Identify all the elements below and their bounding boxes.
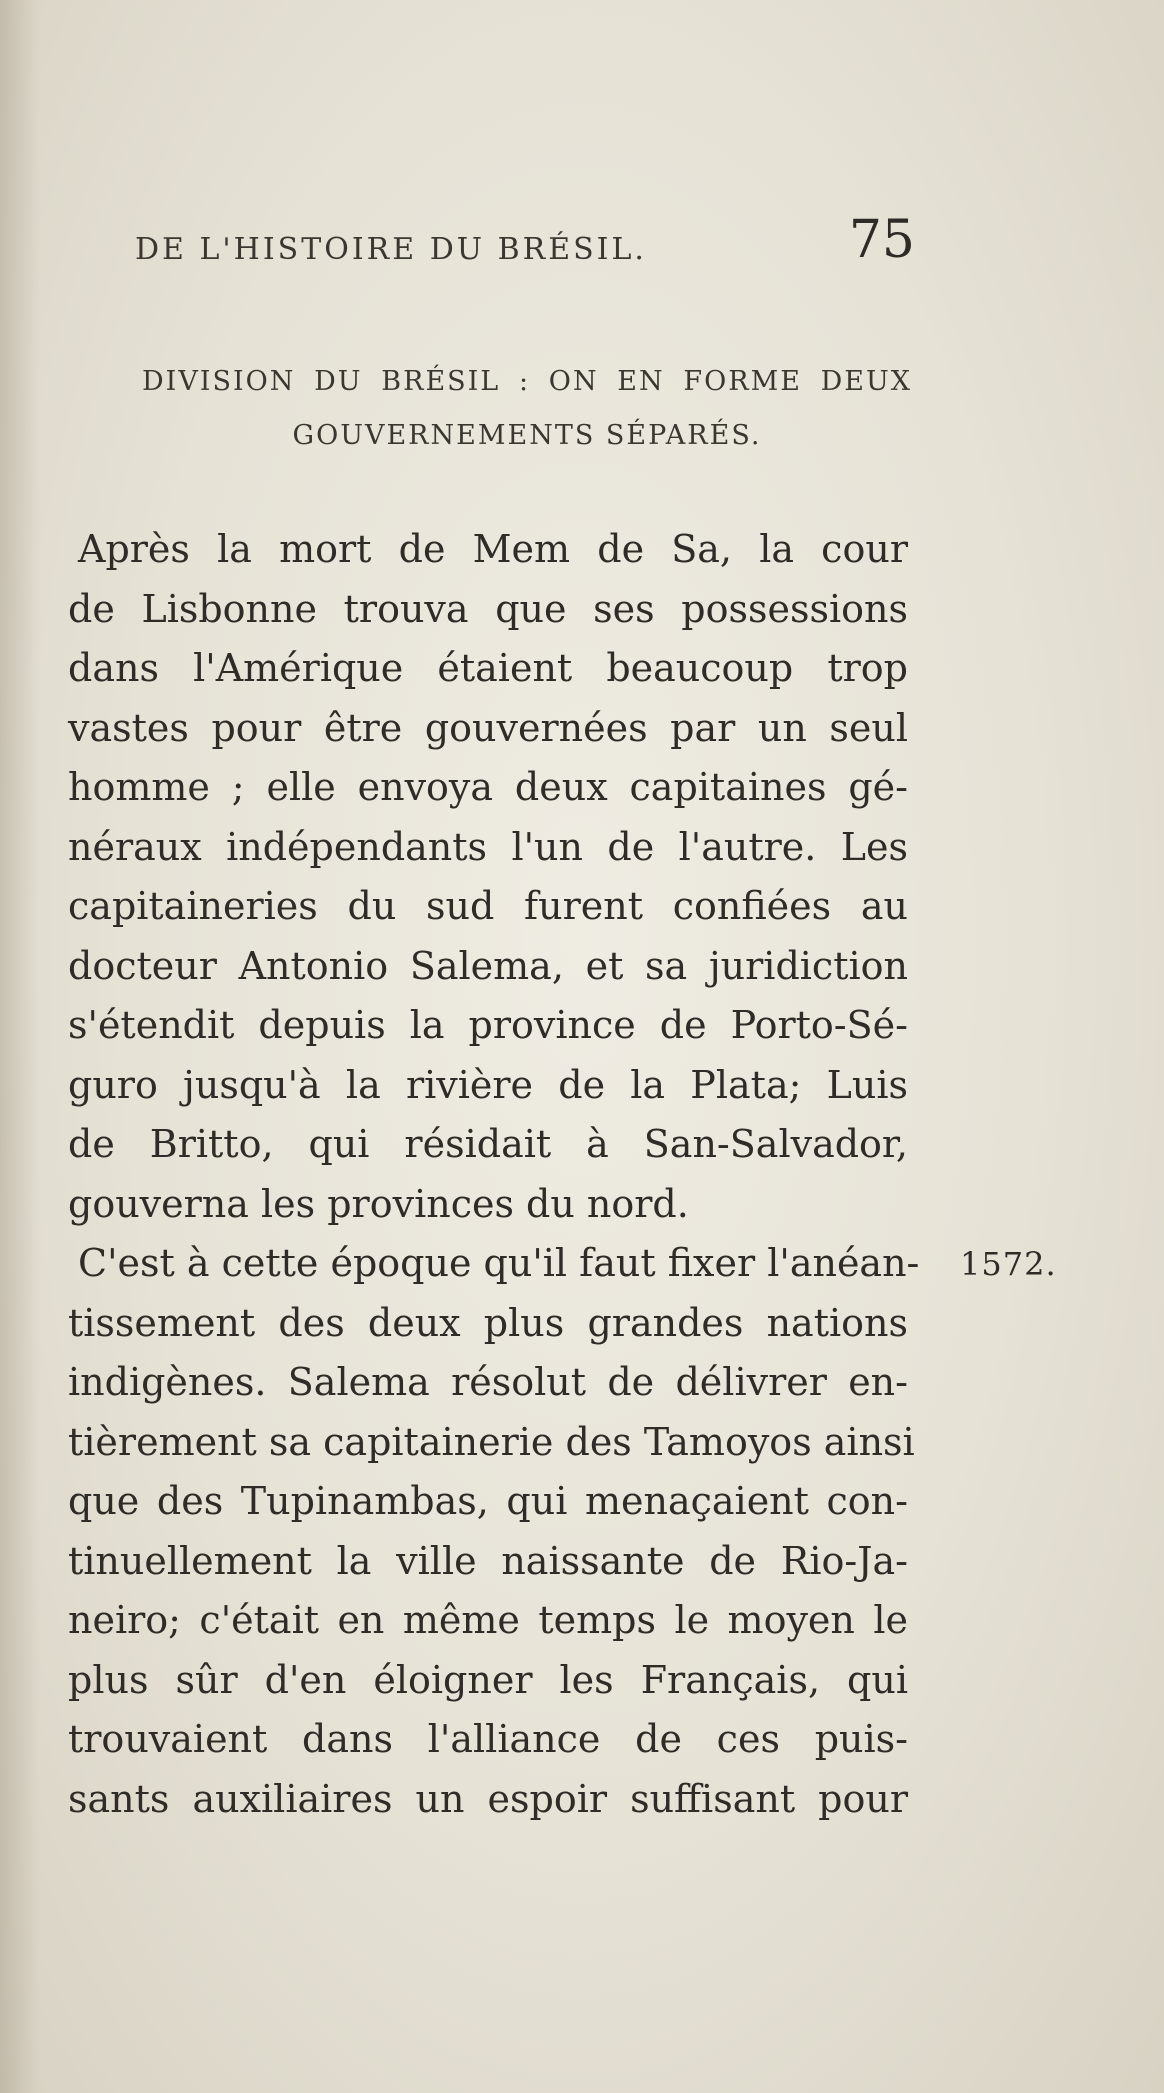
text-line: tièrement sa capitainerie des Tamoyos ainsi: [68, 1419, 915, 1464]
text-line: dans l'Amérique étaient beaucoup trop: [68, 646, 908, 690]
text-line: de Britto, qui résidait à San-Salvador,: [68, 1122, 908, 1166]
margin-date-note: 1572.: [960, 1245, 1057, 1283]
section-heading-line: GOUVERNEMENTS SÉPARÉS.: [292, 420, 762, 451]
section-heading: [142, 355, 912, 463]
text-line: Après la mort de Mem de Sa, la cour: [78, 527, 908, 571]
section-heading-line: DIVISION DU BRÉSIL : ON EN FORME DEUX: [142, 366, 912, 397]
body-text: [68, 520, 920, 1829]
text-line: néraux indépendants l'un de l'autre. Les: [68, 824, 908, 869]
text-line: que des Tupinambas, qui menaçaient con-: [68, 1479, 908, 1523]
text-line: plus sûr d'en éloigner les Français, qui: [68, 1657, 908, 1702]
text-line: homme ; elle envoya deux capitaines gé-: [68, 765, 908, 809]
running-title: DE L'HISTOIRE DU BRÉSIL.: [135, 232, 647, 267]
text-line: tissement des deux plus grandes nations: [68, 1300, 908, 1345]
page-number: 75: [848, 210, 915, 270]
running-head: [135, 210, 915, 280]
text-line: neiro; c'était en même temps le moyen le: [68, 1598, 908, 1642]
text-line: indigènes. Salema résolut de délivrer en-: [68, 1360, 908, 1404]
gutter-shadow: [0, 0, 40, 2093]
text-line: capitaineries du sud furent confiées au: [68, 884, 908, 928]
text-line: guro jusqu'à la rivière de la Plata; Luis: [68, 1062, 908, 1107]
text-line: C'est à cette époque qu'il faut fixer l'anéan-: [78, 1241, 920, 1285]
text-line: vastes pour être gouvernées par un seul: [68, 705, 908, 750]
text-line: gouverna les provinces du nord.: [68, 1181, 689, 1226]
text-line: s'étendit depuis la province de Porto-Sé-: [68, 1003, 908, 1047]
text-line: docteur Antonio Salema, et sa juridiction: [68, 943, 908, 988]
text-line: de Lisbonne trouva que ses possessions: [68, 586, 908, 631]
text-line: trouvaient dans l'alliance de ces puis-: [68, 1717, 908, 1761]
text-line: sants auxiliaires un espoir suffisant pour: [68, 1776, 908, 1821]
text-line: tinuellement la ville naissante de Rio-Ja-: [68, 1538, 908, 1583]
